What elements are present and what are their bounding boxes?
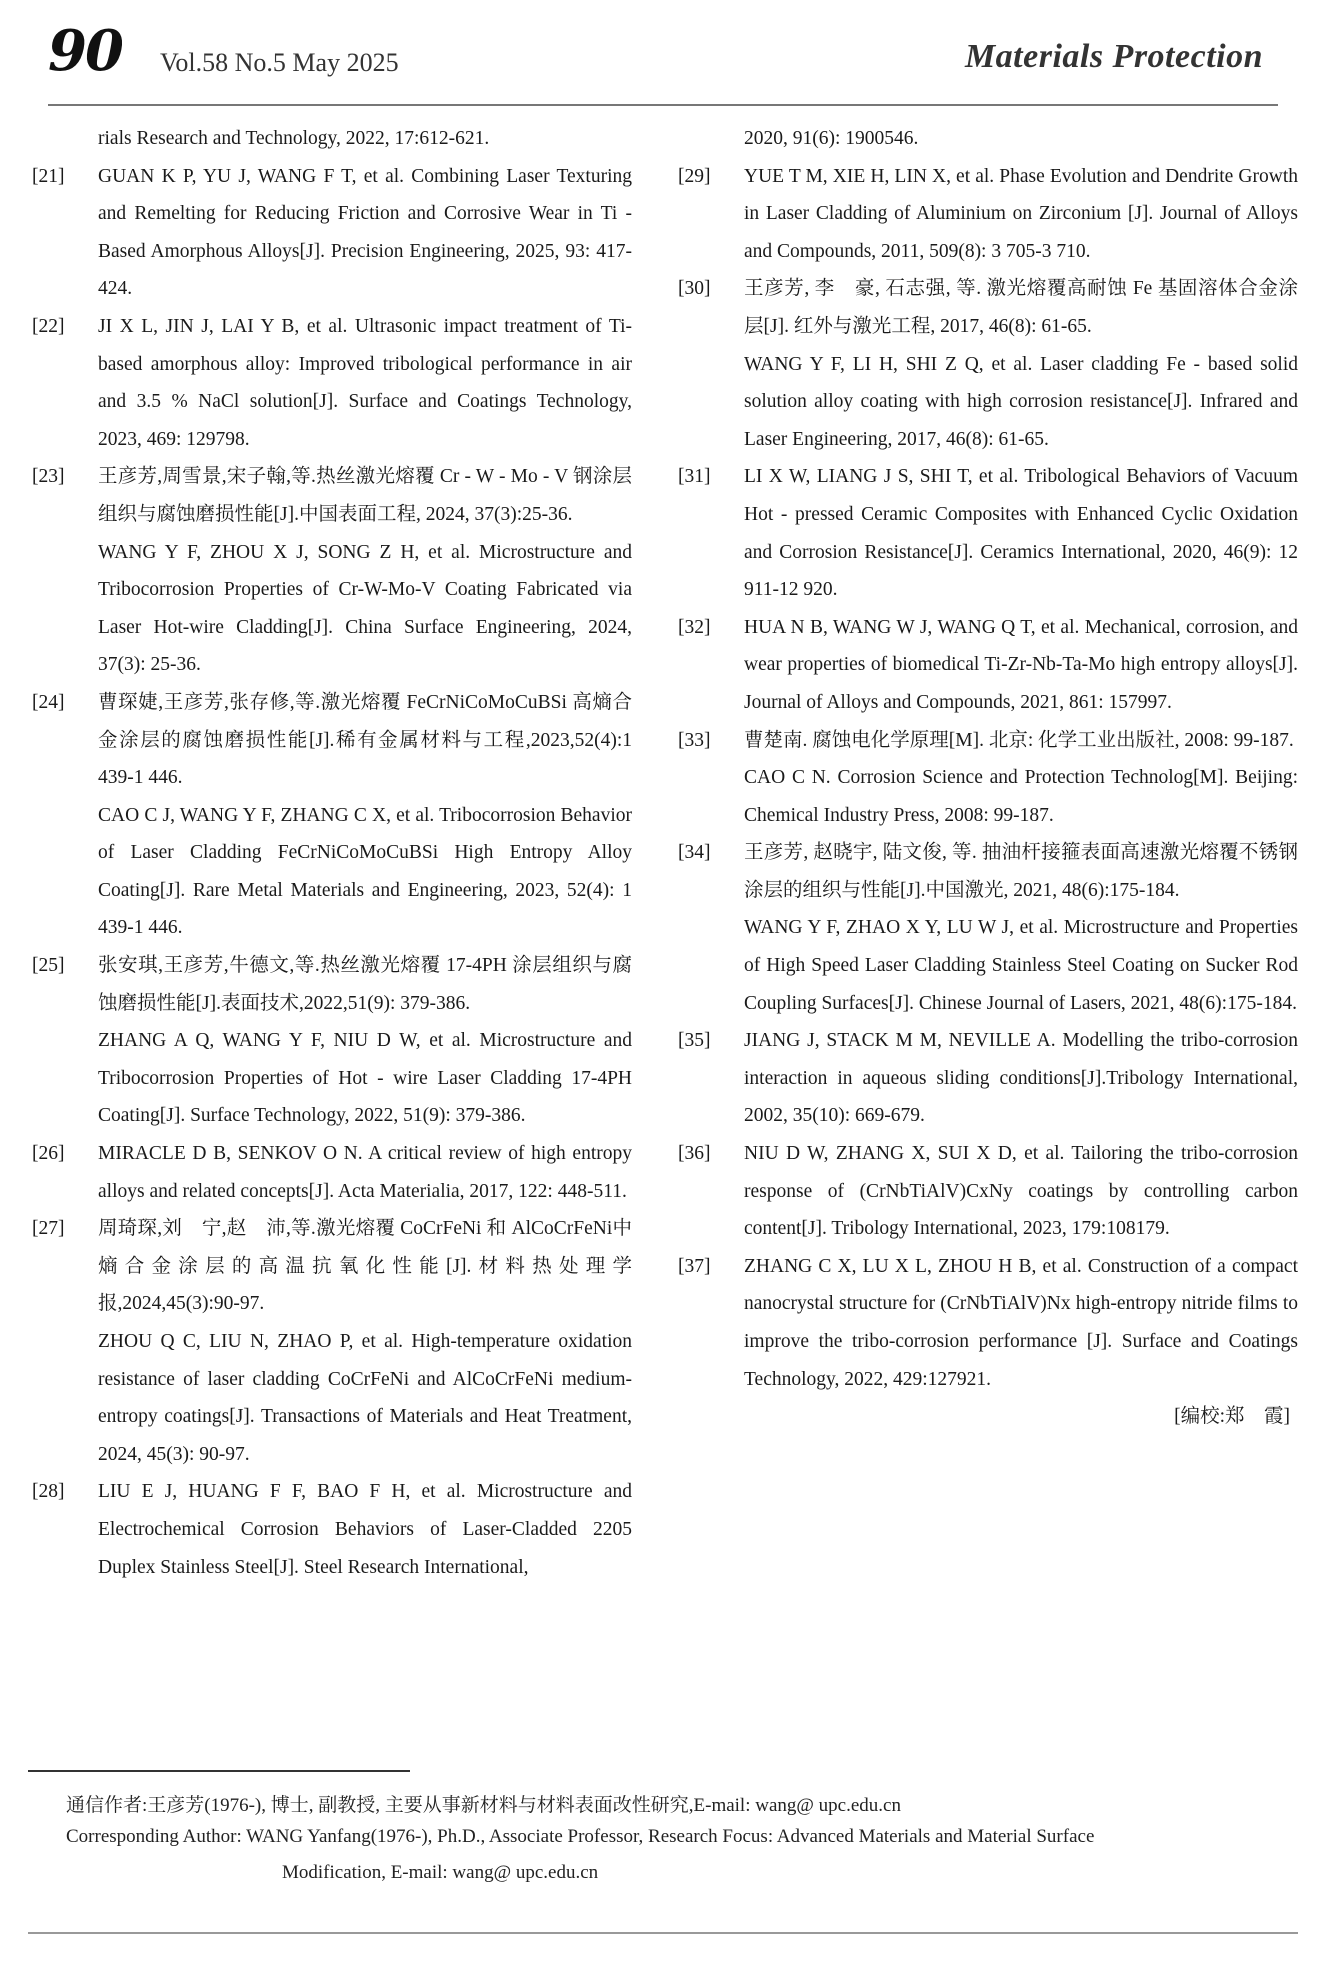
reference-text: NIU D W, ZHANG X, SUI X D, et al. Tailoring the tribo-corrosion response of (CrNbTiAlV)CxNy coatings by controlling carbon content[J]. Tribology International, 2023, 179:108179. (744, 1143, 1298, 1240)
reference-entry (32, 158, 632, 308)
reference-text: LI X W, LIANG J S, SHI T, et al. Tribological Behaviors of Vacuum Hot - pressed Ceramic Composites with Enhanced Cyclic Oxidation and Corrosion Resistance[J]. Ceramics International, 2020, 46(9): 12 911-12 920. (744, 466, 1298, 601)
reference-entry (678, 834, 1298, 1022)
reference-text: ZHANG C X, LU X L, ZHOU H B, et al. Construction of a compact nanocrystal structure for (CrNbTiAlV)Nx high-entropy nitride films to improve the tribo-corrosion performance [J]. Surface and Coatings Technology, 2022, 429:127921. (744, 1255, 1298, 1390)
reference-text: JI X L, JIN J, LAI Y B, et al. Ultrasonic impact treatment of Ti-based amorphous alloy: Improved tribological performance in air and 3.5 % NaCl solution[J]. Surface and Coatings Technology, 2023, 469: 129798. (98, 315, 632, 450)
footnote-en: Corresponding Author: WANG Yanfang(1976-), Ph.D., Associate Professor, Research Focus: Advanced Materials and Material Surface (66, 1826, 1095, 1847)
page-header (0, 0, 1325, 100)
reference-entry (678, 158, 1298, 271)
reference-entry (32, 1473, 632, 1586)
reference-number: [36] (678, 1143, 711, 1165)
reference-entry (678, 1135, 1298, 1248)
reference-text: HUA N B, WANG W J, WANG Q T, et al. Mechanical, corrosion, and wear properties of biomedical Ti-Zr-Nb-Ta-Mo high entropy alloys[J]. Journal of Alloys and Compounds, 2021, 861: 157997. (744, 616, 1298, 713)
journal-title: Materials Protection (964, 38, 1263, 75)
footnote-cn: 通信作者:王彦芳(1976-), 博士, 副教授, 主要从事新材料与材料表面改性研究,E-mail: wang@ upc.edu.cn (66, 1795, 901, 1816)
header-rule (48, 104, 1278, 106)
right-column (678, 120, 1298, 1436)
reference-text: WANG Y F, ZHOU X J, SONG Z H, et al. Microstructure and Tribocorrosion Properties of Cr-W-Mo-V Coating Fabricated via Laser Hot-wire Cladding[J]. China Surface Engineering, 2024, 37(3): 25-36. (98, 541, 632, 676)
reference-number: [27] (32, 1218, 65, 1240)
reference-text: WANG Y F, LI H, SHI Z Q, et al. Laser cladding Fe - based solid solution alloy coating with high corrosion resistance[J]. Infrared and Laser Engineering, 2017, 46(8): 61-65. (744, 353, 1298, 450)
footnote-en-cont: Modification, E-mail: wang@ upc.edu.cn (282, 1862, 599, 1883)
reference-text: LIU E J, HUANG F F, BAO F H, et al. Microstructure and Electrochemical Corrosion Behaviors of Laser-Cladded 2205 Duplex Stainless Steel[J]. Steel Research International, (98, 1481, 632, 1578)
reference-number: [34] (678, 842, 711, 864)
page-number: 90 (48, 18, 122, 84)
reference-text: JIANG J, STACK M M, NEVILLE A. Modelling the tribo-corrosion interaction in aqueous sliding conditions[J].Tribology International, 2002, 35(10): 669-679. (744, 1030, 1298, 1127)
reference-number: [32] (678, 616, 711, 638)
editor-note: [编校:郑 霞] (1174, 1406, 1290, 1428)
reference-text: 曹楚南. 腐蚀电化学原理[M]. 北京: 化学工业出版社, 2008: 99-187. (744, 729, 1294, 751)
reference-text: MIRACLE D B, SENKOV O N. A critical review of high entropy alloys and related concepts[J]. Acta Materialia, 2017, 122: 448-511. (98, 1143, 632, 1202)
reference-entry (678, 458, 1298, 608)
left-column (32, 120, 632, 1586)
issue-info: Vol.58 No.5 May 2025 (160, 48, 399, 77)
reference-number: [23] (32, 466, 65, 488)
reference-entry (32, 947, 632, 1135)
reference-entry (678, 1248, 1298, 1398)
reference-number: [37] (678, 1255, 711, 1277)
bottom-rule (28, 1932, 1298, 1934)
reference-entry (32, 684, 632, 947)
reference-continuation (32, 120, 632, 158)
reference-text: CAO C J, WANG Y F, ZHANG C X, et al. Tribocorrosion Behavior of Laser Cladding FeCrNiCoMoCuBSi High Entropy Alloy Coating[J]. Rare Metal Materials and Engineering, 2023, 52(4): 1 439-1 446. (98, 804, 632, 939)
reference-entry (32, 308, 632, 458)
reference-text: 2020, 91(6): 1900546. (744, 128, 919, 149)
reference-number: [29] (678, 165, 711, 187)
reference-text: ZHANG A Q, WANG Y F, NIU D W, et al. Microstructure and Tribocorrosion Properties of Hot - wire Laser Cladding 17-4PH Coating[J]. Surface Technology, 2022, 51(9): 379-386. (98, 1030, 632, 1127)
reference-number: [31] (678, 466, 711, 488)
reference-text: rials Research and Technology, 2022, 17:612-621. (98, 128, 490, 149)
reference-entry (32, 1135, 632, 1210)
reference-entry (32, 1210, 632, 1473)
reference-text: WANG Y F, ZHAO X Y, LU W J, et al. Microstructure and Properties of High Speed Laser Cladding Stainless Steel Coating on Sucker Rod Coupling Surfaces[J]. Chinese Journal of Lasers, 2021, 48(6):175-184. (744, 917, 1298, 1014)
reference-entry (678, 722, 1298, 835)
reference-entry (678, 609, 1298, 722)
reference-text: CAO C N. Corrosion Science and Protection Technolog[M]. Beijing: Chemical Industry Press, 2008: 99-187. (744, 767, 1298, 826)
reference-text: GUAN K P, YU J, WANG F T, et al. Combining Laser Texturing and Remelting for Reducing Friction and Corrosive Wear in Ti - Based Amorphous Alloys[J]. Precision Engineering, 2025, 93: 417-424. (98, 165, 632, 300)
reference-number: [25] (32, 955, 65, 977)
reference-text: 周琦琛,刘 宁,赵 沛,等.激光熔覆 CoCrFeNi 和 AlCoCrFeNi中熵合金涂层的高温抗氧化性能[J].材料热处理学报,2024,45(3):90-97. (98, 1218, 632, 1315)
reference-number: [35] (678, 1030, 711, 1052)
reference-number: [26] (32, 1143, 65, 1165)
reference-text: 王彦芳,周雪景,宋子翰,等.热丝激光熔覆 Cr - W - Mo - V 钢涂层组织与腐蚀磨损性能[J].中国表面工程, 2024, 37(3):25-36. (98, 466, 632, 525)
reference-number: [24] (32, 691, 65, 713)
reference-text: YUE T M, XIE H, LIN X, et al. Phase Evolution and Dendrite Growth in Laser Cladding of Aluminium on Zirconium [J]. Journal of Alloys and Compounds, 2011, 509(8): 3 705-3 710. (744, 165, 1298, 262)
reference-entry (678, 270, 1298, 458)
reference-number: [30] (678, 278, 711, 300)
reference-text: 王彦芳, 赵晓宇, 陆文俊, 等. 抽油杆接箍表面高速激光熔覆不锈钢涂层的组织与性能[J].中国激光, 2021, 48(6):175-184. (744, 842, 1298, 901)
reference-entry (678, 1022, 1298, 1135)
reference-number: [21] (32, 165, 65, 187)
reference-continuation (678, 120, 1298, 158)
reference-entry (32, 458, 632, 684)
reference-number: [28] (32, 1481, 65, 1503)
reference-text: 王彦芳, 李 豪, 石志强, 等. 激光熔覆高耐蚀 Fe 基固溶体合金涂层[J]. 红外与激光工程, 2017, 46(8): 61-65. (744, 278, 1298, 337)
footnote-rule (28, 1770, 410, 1772)
reference-text: 曹琛婕,王彦芳,张存修,等.激光熔覆 FeCrNiCoMoCuBSi 高熵合金涂层的腐蚀磨损性能[J].稀有金属材料与工程,2023,52(4):1 439-1 446. (98, 691, 632, 789)
reference-number: [22] (32, 315, 65, 337)
reference-text: 张安琪,王彦芳,牛德文,等.热丝激光熔覆 17-4PH 涂层组织与腐蚀磨损性能[J].表面技术,2022,51(9): 379-386. (98, 955, 632, 1014)
reference-text: ZHOU Q C, LIU N, ZHAO P, et al. High-temperature oxidation resistance of laser cladding CoCrFeNi and AlCoCrFeNi medium-entropy coatings[J]. Transactions of Materials and Heat Treatment, 2024, 45(3): 90-97. (98, 1331, 632, 1465)
reference-number: [33] (678, 729, 711, 751)
